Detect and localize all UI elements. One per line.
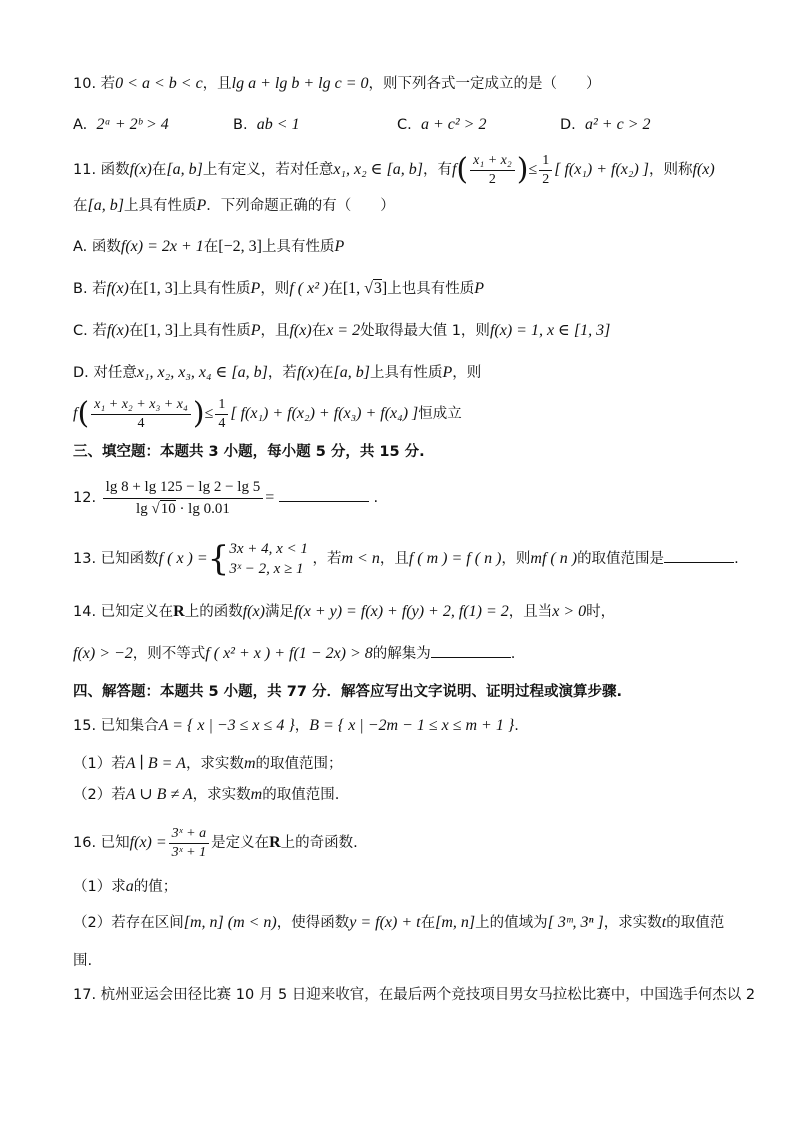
- question-15-part-2: （2）若A ∪ B ≠ A，求实数m的取值范围.: [73, 786, 340, 803]
- question-16: 16. 已知f(x) = $\frac{\text{3ˣ + a}}{\text{3ˣ + 1}}$ 是定义在R上的奇函数.: [73, 825, 358, 860]
- section-4-heading: 四、解答题：本题共 5 小题，共 77 分．解答应写出文字说明、证明过程或演算步骤.: [73, 684, 622, 700]
- option-b: B. ab < 1: [233, 116, 300, 133]
- fraction: $\frac{1}{2}$: [539, 153, 552, 188]
- section-3-heading: 三、填空题：本题共 3 小题，每小题 5 分，共 15 分.: [73, 444, 425, 460]
- piecewise-cases: 3x + 4, x < 1 3ˣ − 2, x ≥ 1: [229, 541, 308, 577]
- question-16-part-2-cont: 围.: [73, 953, 93, 969]
- question-11-option-b: B. 若f(x)在[1, 3]上具有性质P，则f ( x² )在[1, √3]上也具有性质P: [73, 280, 485, 297]
- answer-blank[interactable]: [431, 643, 511, 658]
- question-11-option-c: C. 若f(x)在[1, 3]上具有性质P，且f(x)在x = 2处取得最大值 1，则f(x) = 1, x ∈ [1, 3]: [73, 322, 611, 339]
- question-15-part-1: （1）若A ∣ B = A，求实数m的取值范围；: [73, 755, 343, 772]
- interval-with-sqrt: [1, √3]: [342, 280, 388, 297]
- fraction: $\frac{\text{x₁ + x₂ + x₃ + x₄}}{4}$: [91, 397, 191, 432]
- fraction: $\frac{\text{3ˣ + a}}{\text{3ˣ + 1}}$: [169, 826, 209, 861]
- option-c: C. a + c² > 2: [397, 116, 487, 133]
- option-d: D. a² + c > 2: [560, 116, 651, 133]
- fraction: $\frac{\text{x₁ + x₂}}{2}$: [470, 153, 515, 188]
- question-14: 14. 已知定义在R上的函数f(x)满足f(x + y) = f(x) + f(y) + 2, f(1) = 2，且当x > 0时，: [73, 603, 616, 620]
- fraction: $\frac{1}{4}$: [215, 397, 228, 432]
- option-a: A. 2ᵃ + 2ᵇ > 4: [73, 116, 169, 133]
- question-16-part-1: （1）求a的值；: [73, 878, 178, 895]
- question-16-part-2: （2）若存在区间[m, n] (m < n)，使得函数y = f(x) + t在[m, n]上的值域为[ 3ᵐ, 3ⁿ ]，求实数t的取值范: [73, 914, 725, 931]
- question-12: 12. $\frac{\lg 8 + \lg 125 - \lg 2 - \lg 5}{\lg √10 \cdot \lg 0.01}$ = .: [73, 478, 379, 517]
- answer-blank[interactable]: [664, 548, 734, 563]
- question-11-option-a: A. 函数f(x) = 2x + 1在[−2, 3]上具有性质P: [73, 238, 345, 255]
- question-11-stem-cont: 在[a, b]上具有性质P．下列命题正确的有（ ）: [73, 197, 395, 214]
- question-11-stem: 11. 函数f(x)在[a, b]上有定义，若对任意x₁, x₂ ∈ [a, b]，有f( $\frac{\text{x₁ + x₂}}{2}$ )≤ $\frac{1}{2}$ [ f(x₁) + f(x₂) ]，则称f(x): [73, 152, 715, 187]
- question-14-cont: f(x) > −2，则不等式f ( x² + x ) + f(1 − 2x) > 8的解集为 .: [73, 645, 516, 662]
- fraction: $\frac{\lg 8 + \lg 125 - \lg 2 - \lg 5}{\lg √10 \cdot \lg 0.01}$: [103, 478, 264, 519]
- question-17: 17. 杭州亚运会田径比赛 10 月 5 日迎来收官，在最后两个竞技项目男女马拉松比赛中，中国选手何杰以 2: [73, 987, 756, 1003]
- answer-blank[interactable]: [279, 487, 369, 502]
- question-15: 15. 已知集合A = { x | −3 ≤ x ≤ 4 }，B = { x | −2m − 1 ≤ x ≤ m + 1 }.: [73, 717, 519, 734]
- question-11-option-d: D. 对任意x₁, x₂, x₃, x₄ ∈ [a, b]，若f(x)在[a, b]上具有性质P，则: [73, 364, 482, 381]
- question-11-option-d-formula: f( $\frac{\text{x₁ + x₂ + x₃ + x₄}}{4}$ )≤ $\frac{1}{4}$ [ f(x₁) + f(x₂) + f(x₃) + f(x₄) ]恒成立: [73, 396, 462, 431]
- question-10-stem: 10. 若0 < a < b < c，且lg a + lg b + lg c = 0，则下列各式一定成立的是（ ）: [73, 75, 601, 92]
- question-13: 13. 已知函数f ( x ) ={ 3x + 4, x < 1 3ˣ − 2, x ≥ 1 ，若m < n，且f ( m ) = f ( n )，则mf ( n )的取值范围是 .: [73, 539, 739, 579]
